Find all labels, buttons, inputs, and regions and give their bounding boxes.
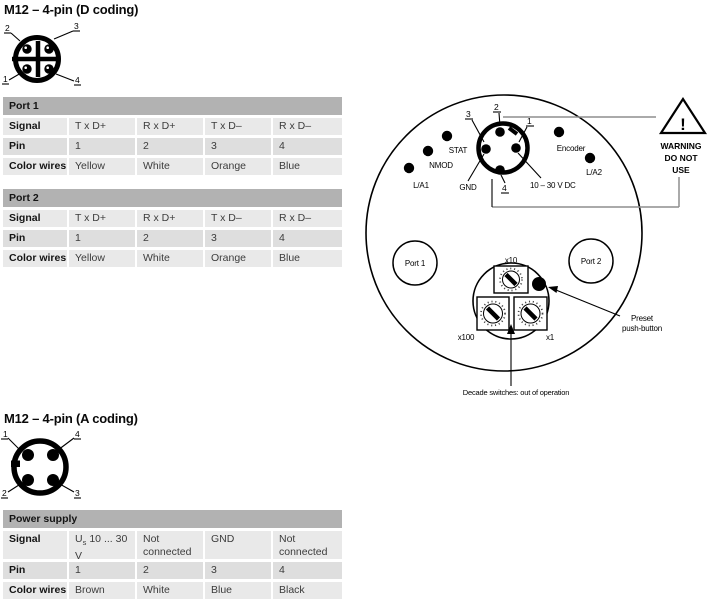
preset-label: push-button bbox=[621, 324, 663, 333]
table-cell: Not connected bbox=[137, 531, 203, 559]
a-pin-number: 1 bbox=[3, 429, 8, 439]
stat-led bbox=[442, 131, 452, 141]
supply-voltage-symbol: U bbox=[75, 533, 83, 545]
center-pin-number: 1 bbox=[527, 116, 532, 126]
table-cell: R x D– bbox=[273, 210, 342, 227]
table-cell: 1 bbox=[69, 562, 135, 579]
table-cell: R x D+ bbox=[137, 118, 203, 135]
d-coding-connector-drawing bbox=[2, 21, 81, 85]
la1-label: L/A1 bbox=[413, 181, 429, 190]
table-cell: 3 bbox=[205, 562, 271, 579]
supply-voltage-subscript: s bbox=[82, 538, 87, 548]
x100-label: x100 bbox=[457, 333, 475, 342]
table-cell: R x D+ bbox=[137, 210, 203, 227]
table-cell: T x D+ bbox=[69, 118, 135, 135]
d-pin-number: 2 bbox=[5, 23, 10, 33]
gnd-label: GND bbox=[459, 183, 477, 192]
table-header: Power supply bbox=[3, 510, 342, 528]
warning-sign bbox=[660, 99, 705, 175]
a-pin-number: 3 bbox=[75, 488, 80, 498]
row-label: Color wires bbox=[3, 158, 67, 175]
d-pin-number: 3 bbox=[74, 21, 79, 31]
table-cell: T x D+ bbox=[69, 210, 135, 227]
supply-label: 10 – 30 V DC bbox=[530, 181, 576, 190]
row-label: Color wires bbox=[3, 582, 67, 599]
table-cell: 3 bbox=[205, 230, 271, 247]
table-cell: Brown bbox=[69, 582, 135, 599]
encoder-label: Encoder bbox=[556, 144, 586, 153]
exclamation-mark: ! bbox=[680, 115, 686, 134]
preset-label: Preset bbox=[631, 314, 653, 323]
row-label: Signal bbox=[3, 531, 67, 559]
row-label: Signal bbox=[3, 118, 67, 135]
stat-label: STAT bbox=[448, 146, 468, 155]
table-cell: Orange bbox=[205, 158, 271, 175]
table-cell: 1 bbox=[69, 138, 135, 155]
table-cell: Orange bbox=[205, 250, 271, 267]
table-cell: 4 bbox=[273, 138, 342, 155]
port2-label: Port 2 bbox=[580, 257, 602, 266]
supply-voltage-range: 10 ... 30 V bbox=[75, 533, 128, 559]
preset-push-button bbox=[532, 277, 546, 291]
table-cell: Not connected bbox=[273, 531, 342, 559]
table-cell: Blue bbox=[273, 158, 342, 175]
table-cell: Blue bbox=[273, 250, 342, 267]
row-label: Pin bbox=[3, 230, 67, 247]
table-cell: White bbox=[137, 582, 203, 599]
port1-label: Port 1 bbox=[404, 259, 426, 268]
table-cell: 2 bbox=[137, 562, 203, 579]
encoder-led bbox=[554, 127, 564, 137]
table-cell: 1 bbox=[69, 230, 135, 247]
a-coding-connector-drawing bbox=[1, 429, 81, 498]
table-cell: 4 bbox=[273, 562, 342, 579]
d-pin-number: 1 bbox=[3, 74, 8, 84]
table-cell: White bbox=[137, 158, 203, 175]
row-label: Pin bbox=[3, 138, 67, 155]
table-cell: 2 bbox=[137, 138, 203, 155]
nmod-label: NMOD bbox=[429, 161, 453, 170]
a-pin-number: 2 bbox=[2, 488, 7, 498]
a-pin-number: 4 bbox=[75, 429, 80, 439]
table-cell: White bbox=[137, 250, 203, 267]
table-cell: 4 bbox=[273, 230, 342, 247]
la1-led bbox=[404, 163, 414, 173]
a-coding-title: M12 – 4-pin (A coding) bbox=[4, 411, 138, 426]
table-cell: GND bbox=[205, 531, 271, 559]
table-cell: Yellow bbox=[69, 250, 135, 267]
row-label: Signal bbox=[3, 210, 67, 227]
table-cell: R x D– bbox=[273, 118, 342, 135]
table-header: Port 2 bbox=[3, 189, 342, 207]
device-face-diagram bbox=[366, 95, 705, 397]
table-cell: Black bbox=[273, 582, 342, 599]
table-cell: 3 bbox=[205, 138, 271, 155]
warning-text: DO NOT bbox=[664, 153, 698, 163]
x10-label: x10 bbox=[504, 256, 518, 265]
la2-label: L/A2 bbox=[586, 168, 602, 177]
row-label: Pin bbox=[3, 562, 67, 579]
center-connector bbox=[479, 124, 528, 175]
table-cell: T x D– bbox=[205, 210, 271, 227]
la2-led bbox=[585, 153, 595, 163]
table-cell: T x D– bbox=[205, 118, 271, 135]
nmod-led bbox=[423, 146, 433, 156]
center-pin-number: 4 bbox=[502, 183, 507, 193]
d-coding-title: M12 – 4-pin (D coding) bbox=[4, 2, 139, 17]
table-cell: Blue bbox=[205, 582, 271, 599]
center-pin-number: 3 bbox=[466, 109, 471, 119]
table-cell: Yellow bbox=[69, 158, 135, 175]
arrowhead-icon bbox=[548, 286, 558, 293]
warning-text: WARNING bbox=[660, 141, 702, 151]
x1-label: x1 bbox=[545, 333, 555, 342]
warning-text: USE bbox=[672, 165, 690, 175]
table-cell: 2 bbox=[137, 230, 203, 247]
center-pin-number: 2 bbox=[494, 102, 499, 112]
table-header: Port 1 bbox=[3, 97, 342, 115]
row-label: Color wires bbox=[3, 250, 67, 267]
d-pin-number: 4 bbox=[75, 75, 80, 85]
decade-note: Decade switches: out of operation bbox=[462, 388, 570, 397]
